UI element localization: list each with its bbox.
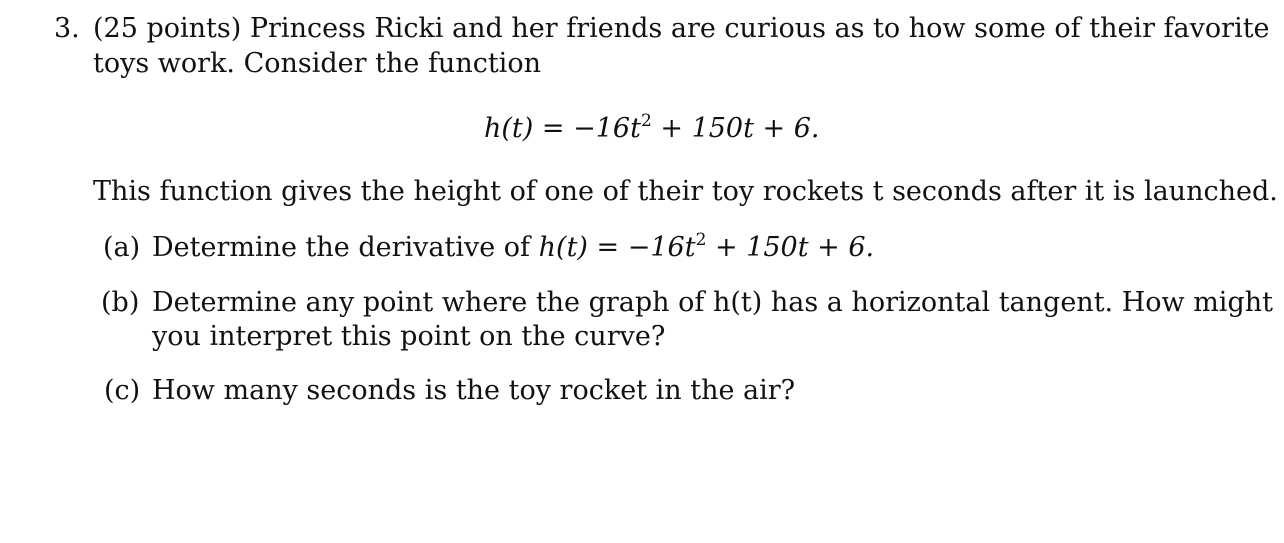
problem-intro-line-1: (25 points) Princess Ricki and her friends are curious as to how some of their favorite <box>93 13 1270 44</box>
part-c-label: (c) <box>104 375 141 406</box>
part-b-label: (b) <box>101 287 140 318</box>
problem-intro-line-2: toys work. Consider the function <box>93 48 541 79</box>
equation-exponent: 2 <box>640 111 652 131</box>
part-a-exponent: 2 <box>695 230 707 250</box>
equation-equals: = <box>533 113 574 144</box>
part-b-line-2: you interpret this point on the curve? <box>152 321 666 352</box>
equation-rhs-suffix: + 150t + 6. <box>651 113 820 144</box>
part-b-line-1: Determine any point where the graph of h(t) has a horizontal tangent. How might <box>152 287 1273 318</box>
part-a-text <box>152 231 874 265</box>
equation-rhs-prefix: −16t <box>573 113 641 144</box>
display-equation <box>484 112 820 146</box>
equation-lhs: h(t) <box>484 113 534 144</box>
part-a-label: (a) <box>103 232 141 263</box>
part-a-prefix: Determine the derivative of <box>152 232 539 263</box>
part-c-text: How many seconds is the toy rocket in the air? <box>152 375 796 406</box>
part-a-expression-prefix: h(t) = −16t <box>538 232 696 263</box>
problem-number: 3. <box>54 13 80 44</box>
part-a-expression-suffix: + 150t + 6. <box>706 232 875 263</box>
problem-description: This function gives the height of one of their toy rockets t seconds after it is launched. <box>93 176 1278 207</box>
